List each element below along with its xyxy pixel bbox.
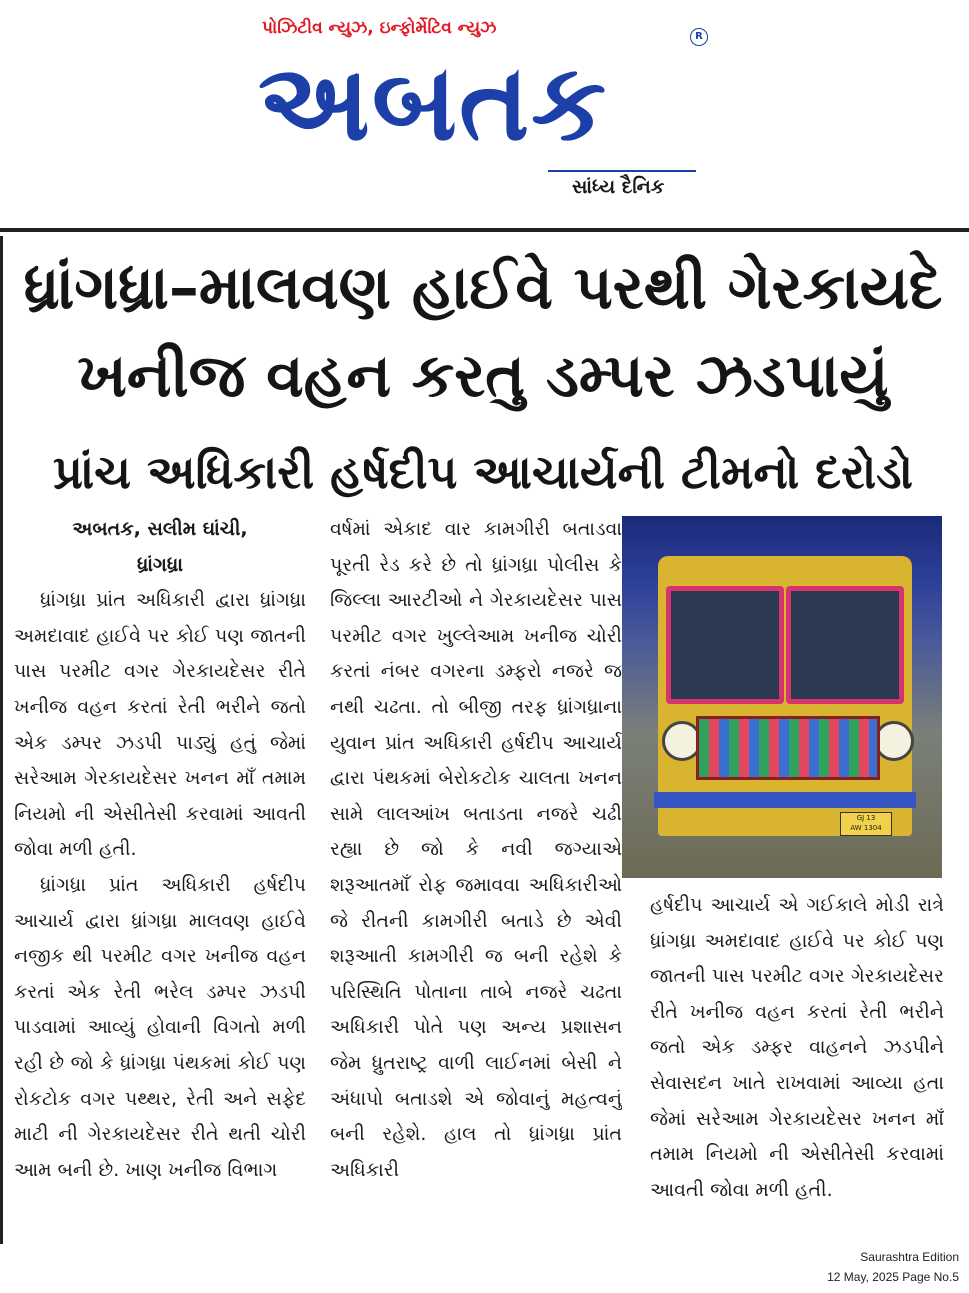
footer-date-page: 12 May, 2025 Page No.5 (827, 1270, 959, 1284)
newspaper-subtitle: સાંધ્ય દૈનિક (572, 176, 665, 198)
newspaper-logo: અબતક (258, 41, 609, 164)
left-border (0, 236, 3, 1244)
article-paragraph-2: ધ્રાંગધ્રા પ્રાંત અધિકારી હર્ષદીપ આચાર્ય દ્વારા ધ્રાંગધ્રા માલવણ હાઈવે નજીક થી પરમીટ વગર ખનીજ વહન કરતાં એક રેતી ભરેલ ડમ્પર ઝડપી પાડવામાં આવ્યું હોવાની વિગતો મળી રહી છે જો કે ધ્રાંગધ્રા પંથકમાં કોઈ પણ રોકટોક વગર પથ્થર, રેતી અને સફેદ માટી ની ગેરકાયદેસર રીતે થતી ચોરી આમ બની છે. ખાણ ખનીજ વિભાગ (14, 873, 306, 1181)
article-column-2 (330, 512, 622, 1242)
byline-location: ધ્રાંગધ્રા (137, 553, 183, 576)
tagline: પોઝિટીવ ન્યુઝ, ઇન્ફોર્મેટિવ ન્યુઝ (262, 18, 497, 38)
article-paragraph-3: વર્ષમાં એકાદ વાર કામગીરી બતાડવા પૂરતી રેડ કરે છે તો ધ્રાંગધ્રા પોલીસ કે જિલ્લા આરટીઓ ને ગેરકાયદેસર પાસ પરમીટ વગર ખુલ્લેઆમ ખનીજ ચોરી કરતાં નંબર વગરના ડમ્ફરો નજરે જ નથી ચઢતા. તો બીજી તરફ ધ્રાંગધ્રાના યુવાન પ્રાંત અધિકારી હર્ષદીપ આચાર્ય દ્વારા પંથકમાં બેરોકટોક ચાલતા ખનન સામે લાલઆંખ બતાડતા નજરે ચઢી રહ્યા છે જો કે નવી જગ્યાએ શરૂઆતમાઁ રોફ જમાવવા અધિકારીઓ જે રીતની કામગીરી બતાડે છે એવી શરૂઆતી કામગીરી જ બની રહેશે કે પરિસ્થિતિ પોતાના તાબે નજરે ચઢતા અધિકારી પોતે પણ અન્ય પ્રશાસન જેમ ધ્રુતરાષ્ટ્ર વાળી લાઈનમાં બેસી ને અંધાપો બતાડશે એ જોવાનું મહત્વનું બની રહેશે. હાલ તો ધ્રાંગધ્રા પ્રાંત અધિકારી (330, 518, 622, 1181)
dumper-truck-photo (622, 516, 942, 878)
article-column-1 (14, 512, 306, 1242)
truck-cab (658, 556, 912, 836)
truck-headlamp-right (874, 721, 914, 761)
truck-bumper (654, 792, 916, 808)
registered-mark-icon: R (690, 28, 708, 46)
article-column-3 (650, 888, 944, 1242)
truck-windshield-right (786, 586, 904, 704)
headline-line-2: ખનીજ વહન કરતુ ડમ્પર ઝડપાયું (77, 341, 889, 411)
footer-edition: Saurashtra Edition (860, 1250, 959, 1264)
truck-number-plate: GJ 13 AW 1304 (840, 812, 892, 836)
truck-windshield-left (666, 586, 784, 704)
byline-author: અબતક, સલીમ ઘાંચી, (72, 518, 248, 540)
header-divider (0, 228, 969, 232)
article-paragraph-4: હર્ષદીપ આચાર્ય એ ગઈકાલે મોડી રાત્રે ધ્રાંગધ્રા અમદાવાદ હાઈવે પર કોઈ પણ જાતની પાસ પરમીટ વગર ગેરકાયદેસર રીતે ખનીજ વહન કરતાં રેતી ભરીને જતો એક ડમ્ફર વાહનને ઝડપીને સેવાસદન ખાતે રાખવામાં આવ્યા હતા જેમાં સરેઆમ ગેરકાયદેસર ખનન માઁ તમામ નિયમો ની એસીતેસી કરવામાં આવતી જોવા મળી હતી. (650, 894, 944, 1201)
subheadline: પ્રાંચ અધિકારી હર્ષદીપ આચાર્યની ટીમનો દરોડો (53, 445, 913, 499)
headline-line-1: ધ્રાંગધ્રા–માલવણ હાઈવે પરથી ગેરકાયદે (23, 253, 943, 323)
truck-grille (696, 716, 880, 780)
article-paragraph-1: ધ્રાંગધ્રા પ્રાંત અધિકારી દ્વારા ધ્રાંગધ્રા અમદાવાદ હાઈવે પર કોઈ પણ જાતની પાસ પરમીટ વગર ગેરકાયદેસર રીતે ખનીજ વહન કરતાં રેતી ભરીને જતો એક ડમ્પર ઝડપી પાડ્યું હતું જેમાં સરેઆમ ગેરકાયદેસર ખનન માઁ તમામ નિયમો ની એસીતેસી કરવામાં આવતી જોવા મળી હતી. (14, 589, 306, 861)
masthead (0, 0, 969, 215)
logo-underline (548, 170, 696, 172)
